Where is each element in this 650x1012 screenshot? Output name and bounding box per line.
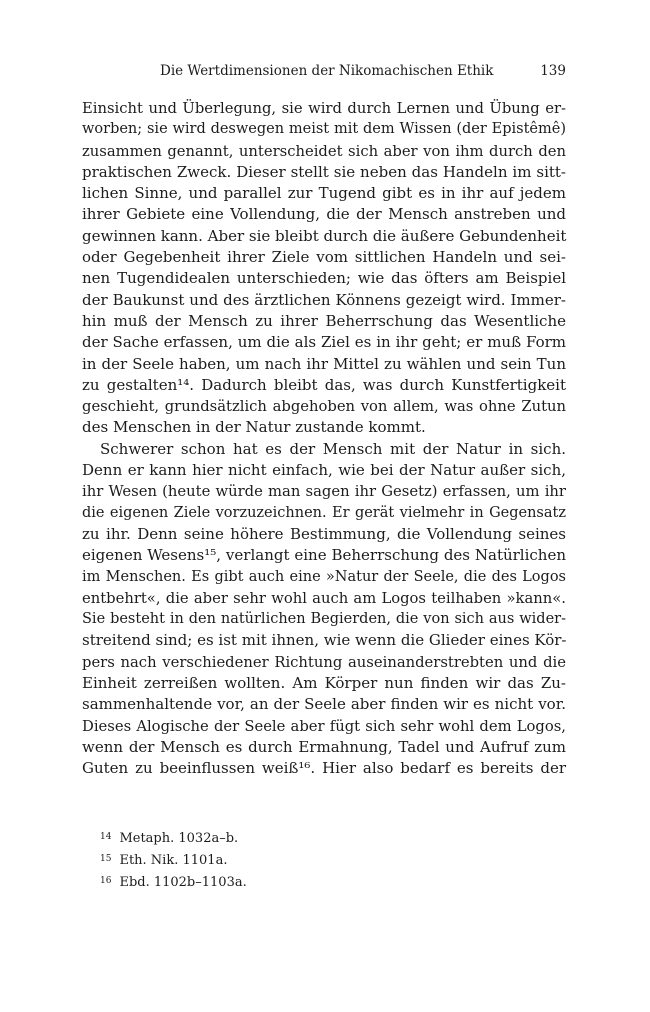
text-line: der Baukunst und des ärztlichen Könnens gezeigt wird. Immer- xyxy=(82,290,566,309)
text-line: worben; sie wird deswegen meist mit dem Wissen (der Epistêmê) xyxy=(82,121,566,138)
text-line: praktischen Zweck. Dieser stellt sie neben das Handeln im sitt- xyxy=(82,162,566,181)
text-line: Denn er kann hier nicht einfach, wie bei der Natur außer sich, xyxy=(82,461,566,480)
text-line: zu ihr. Denn seine höhere Bestimmung, die Vollendung seines xyxy=(82,524,566,543)
footnotes xyxy=(100,826,247,892)
running-head xyxy=(82,60,566,82)
paragraph-end-line: des Menschen in der Natur zustande kommt. xyxy=(82,418,426,437)
body-text xyxy=(82,98,566,780)
text-line: streitend sind; es ist mit ihnen, wie wenn die Glieder eines Kör- xyxy=(82,631,567,650)
text-line: im Menschen. Es gibt auch eine »Natur der Seele, die des Logos xyxy=(82,568,566,585)
text-line: hin muß der Mensch zu ihrer Beherrschung das Wesentliche xyxy=(82,311,566,330)
text-line: lichen Sinne, und parallel zur Tugend gibt es in ihr auf jedem xyxy=(82,184,566,203)
footnote-number: 16 xyxy=(100,876,112,886)
paragraph-start-line: Schwerer schon hat es der Mensch mit der Natur in sich. xyxy=(100,439,566,458)
text-line: wenn der Mensch es durch Ermahnung, Tadel und Aufruf zum xyxy=(82,737,566,756)
page-number: 139 xyxy=(540,63,566,79)
text-line: Dieses Alogische der Seele aber fügt sich sehr wohl dem Logos, xyxy=(82,717,566,735)
footnote-text: Ebd. 1102b–1103a. xyxy=(119,875,247,890)
footnote xyxy=(100,848,247,870)
running-title: Die Wertdimensionen der Nikomachischen Ethik xyxy=(160,63,494,79)
text-line: geschieht, grundsätzlich abgehoben von allem, was ohne Zutun xyxy=(82,398,566,416)
text-line: Einheit zerreißen wollten. Am Körper nun finden wir das Zu- xyxy=(82,674,566,693)
text-line: oder Gegebenheit ihrer Ziele vom sittlichen Handeln und sei- xyxy=(82,248,566,267)
text-line: ihrer Gebiete eine Vollendung, die der Mensch anstreben und xyxy=(82,205,566,224)
text-line: pers nach verschiedener Richtung auseinanderstrebten und die xyxy=(82,653,566,671)
text-line: entbehrt«, die aber sehr wohl auch am Logos teilhaben »kann«. xyxy=(82,589,566,607)
text-line: Einsicht und Überlegung, sie wird durch Lernen und Übung er- xyxy=(82,100,566,117)
text-line: die eigenen Ziele vorzuzeichnen. Er gerät vielmehr in Gegensatz xyxy=(82,504,566,521)
footnote xyxy=(100,826,247,848)
footnote-number: 15 xyxy=(100,854,112,864)
text-line: eigenen Wesens¹⁵, verlangt eine Beherrschung des Natürlichen xyxy=(82,546,566,565)
text-line: ihr Wesen (heute würde man sagen ihr Gesetz) erfassen, um ihr xyxy=(82,483,566,501)
text-line: der Sache erfassen, um die als Ziel es in ihr geht; er muß Form xyxy=(82,333,566,352)
text-line: nen Tugendidealen unterschieden; wie das öfters am Beispiel xyxy=(82,269,566,288)
footnote-text: Metaph. 1032a–b. xyxy=(119,831,239,846)
footnote-text: Eth. Nik. 1101a. xyxy=(119,853,228,868)
text-line: in der Seele haben, um nach ihr Mittel zu wählen und sein Tun xyxy=(82,354,566,373)
text-line: zu gestalten¹⁴. Dadurch bleibt das, was durch Kunstfertigkeit xyxy=(82,375,566,394)
text-line: Sie besteht in den natürlichen Begierden, die von sich aus wider- xyxy=(82,611,566,628)
text-line: Guten zu beeinflussen weiß¹⁶. Hier also bedarf es bereits der xyxy=(82,759,566,778)
footnote xyxy=(100,870,247,892)
text-line: zusammen genannt, unterscheidet sich aber von ihm durch den xyxy=(82,142,566,160)
text-line: gewinnen kann. Aber sie bleibt durch die äußere Gebundenheit xyxy=(82,226,567,245)
text-line: sammenhaltende vor, an der Seele aber finden wir es nicht vor. xyxy=(82,695,566,714)
footnote-number: 14 xyxy=(100,832,112,842)
